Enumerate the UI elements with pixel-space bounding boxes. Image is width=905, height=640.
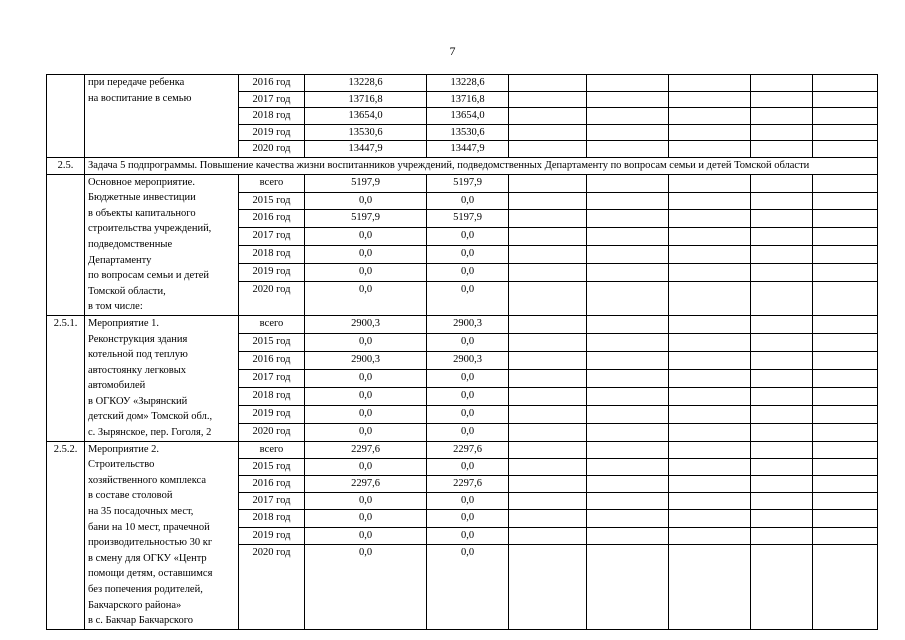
empty-cell <box>751 315 813 333</box>
total-amount-cell: 0,0 <box>305 527 427 544</box>
total-amount-cell: 13716,8 <box>305 91 427 108</box>
empty-cell <box>813 282 878 316</box>
total-amount-cell: 5197,9 <box>305 210 427 228</box>
row-code <box>47 174 85 315</box>
empty-cell <box>509 124 587 141</box>
budget-amount-cell: 0,0 <box>427 527 509 544</box>
period-cell: 2016 год <box>239 210 305 228</box>
empty-cell <box>751 282 813 316</box>
empty-cell <box>669 510 751 527</box>
empty-cell <box>587 174 669 192</box>
empty-cell <box>587 544 669 629</box>
period-cell: 2020 год <box>239 141 305 158</box>
table-body <box>47 75 878 630</box>
period-cell: 2017 год <box>239 493 305 510</box>
period-cell: 2020 год <box>239 423 305 441</box>
empty-cell <box>813 174 878 192</box>
budget-amount-cell: 0,0 <box>427 264 509 282</box>
empty-cell <box>751 476 813 493</box>
total-amount-cell: 0,0 <box>305 493 427 510</box>
empty-cell <box>751 192 813 210</box>
empty-cell <box>813 228 878 246</box>
row-code: 2.5.2. <box>47 441 85 629</box>
measure-name: при передаче ребенка на воспитание в семью <box>85 75 239 158</box>
budget-amount-cell: 2900,3 <box>427 315 509 333</box>
measure-name: Основное мероприятие. Бюджетные инвестиции в объекты капитального строительства учреждений, подведомственные Департаменту по вопросам семьи и детей Томской области, в том числе: <box>85 174 239 315</box>
budget-amount-cell: 0,0 <box>427 369 509 387</box>
empty-cell <box>751 333 813 351</box>
empty-cell <box>509 75 587 92</box>
empty-cell <box>813 387 878 405</box>
row-code <box>47 75 85 158</box>
empty-cell <box>509 108 587 125</box>
empty-cell <box>751 351 813 369</box>
total-amount-cell: 13530,6 <box>305 124 427 141</box>
empty-cell <box>813 141 878 158</box>
period-cell: всего <box>239 315 305 333</box>
period-cell: 2020 год <box>239 282 305 316</box>
empty-cell <box>509 387 587 405</box>
total-amount-cell: 0,0 <box>305 264 427 282</box>
budget-amount-cell: 2900,3 <box>427 351 509 369</box>
empty-cell <box>587 264 669 282</box>
empty-cell <box>509 544 587 629</box>
empty-cell <box>587 108 669 125</box>
empty-cell <box>813 351 878 369</box>
empty-cell <box>813 476 878 493</box>
empty-cell <box>813 458 878 475</box>
empty-cell <box>669 405 751 423</box>
empty-cell <box>587 192 669 210</box>
empty-cell <box>669 192 751 210</box>
empty-cell <box>751 493 813 510</box>
empty-cell <box>751 210 813 228</box>
total-amount-cell: 0,0 <box>305 405 427 423</box>
empty-cell <box>669 91 751 108</box>
empty-cell <box>813 246 878 264</box>
period-cell: 2018 год <box>239 246 305 264</box>
task-title: Задача 5 подпрограммы. Повышение качества жизни воспитанников учреждений, подведомственных Департаменту по вопросам семьи и детей Томской области <box>85 157 878 174</box>
empty-cell <box>751 91 813 108</box>
empty-cell <box>509 315 587 333</box>
empty-cell <box>669 333 751 351</box>
empty-cell <box>751 174 813 192</box>
period-cell: 2020 год <box>239 544 305 629</box>
empty-cell <box>587 315 669 333</box>
empty-cell <box>587 75 669 92</box>
period-cell: 2016 год <box>239 75 305 92</box>
empty-cell <box>509 228 587 246</box>
empty-cell <box>669 108 751 125</box>
empty-cell <box>509 141 587 158</box>
period-cell: 2016 год <box>239 351 305 369</box>
empty-cell <box>509 441 587 458</box>
total-amount-cell: 2900,3 <box>305 351 427 369</box>
total-amount-cell: 0,0 <box>305 369 427 387</box>
empty-cell <box>813 510 878 527</box>
empty-cell <box>509 405 587 423</box>
empty-cell <box>669 493 751 510</box>
empty-cell <box>669 315 751 333</box>
total-amount-cell: 0,0 <box>305 246 427 264</box>
empty-cell <box>509 423 587 441</box>
period-cell: 2019 год <box>239 124 305 141</box>
page-number: 7 <box>449 44 456 58</box>
empty-cell <box>751 441 813 458</box>
table-row <box>47 315 878 333</box>
period-cell: 2015 год <box>239 192 305 210</box>
total-amount-cell: 0,0 <box>305 544 427 629</box>
budget-amount-cell: 0,0 <box>427 282 509 316</box>
budget-table <box>46 74 878 630</box>
empty-cell <box>587 282 669 316</box>
empty-cell <box>813 124 878 141</box>
budget-amount-cell: 5197,9 <box>427 174 509 192</box>
total-amount-cell: 0,0 <box>305 192 427 210</box>
empty-cell <box>509 91 587 108</box>
empty-cell <box>751 108 813 125</box>
empty-cell <box>587 228 669 246</box>
total-amount-cell: 0,0 <box>305 333 427 351</box>
period-cell: 2019 год <box>239 527 305 544</box>
total-amount-cell: 5197,9 <box>305 174 427 192</box>
empty-cell <box>813 108 878 125</box>
empty-cell <box>669 369 751 387</box>
empty-cell <box>669 387 751 405</box>
budget-amount-cell: 13530,6 <box>427 124 509 141</box>
total-amount-cell: 13447,9 <box>305 141 427 158</box>
table-row <box>47 441 878 458</box>
empty-cell <box>509 282 587 316</box>
empty-cell <box>509 527 587 544</box>
budget-amount-cell: 2297,6 <box>427 441 509 458</box>
total-amount-cell: 0,0 <box>305 387 427 405</box>
budget-amount-cell: 0,0 <box>427 458 509 475</box>
empty-cell <box>813 544 878 629</box>
empty-cell <box>669 210 751 228</box>
empty-cell <box>587 210 669 228</box>
measure-name: Мероприятие 1. Реконструкция здания котельной под теплую автостоянку легковых автомобилей в ОГКОУ «Зырянский детский дом» Томской обл., с. Зырянское, пер. Гоголя, 2 <box>85 315 239 441</box>
empty-cell <box>669 246 751 264</box>
empty-cell <box>587 527 669 544</box>
empty-cell <box>813 91 878 108</box>
measure-name: Мероприятие 2. Строительство хозяйственного комплекса в составе столовой на 35 посадочных мест, бани на 10 мест, прачечной производительностью 30 кг в смену для ОГКУ «Центр помощи детям, оставшимся без попечения родителей, Бакчарского района» в с. Бакчар Бакчарского <box>85 441 239 629</box>
empty-cell <box>587 141 669 158</box>
empty-cell <box>669 264 751 282</box>
budget-amount-cell: 0,0 <box>427 405 509 423</box>
period-cell: 2019 год <box>239 264 305 282</box>
empty-cell <box>669 458 751 475</box>
empty-cell <box>587 493 669 510</box>
budget-amount-cell: 0,0 <box>427 333 509 351</box>
empty-cell <box>587 91 669 108</box>
empty-cell <box>509 192 587 210</box>
empty-cell <box>669 75 751 92</box>
empty-cell <box>587 333 669 351</box>
empty-cell <box>587 369 669 387</box>
empty-cell <box>751 246 813 264</box>
empty-cell <box>751 458 813 475</box>
empty-cell <box>509 264 587 282</box>
period-cell: 2015 год <box>239 333 305 351</box>
budget-amount-cell: 0,0 <box>427 192 509 210</box>
budget-amount-cell: 0,0 <box>427 387 509 405</box>
empty-cell <box>751 510 813 527</box>
period-cell: всего <box>239 174 305 192</box>
period-cell: 2015 год <box>239 458 305 475</box>
empty-cell <box>509 246 587 264</box>
empty-cell <box>669 441 751 458</box>
empty-cell <box>669 476 751 493</box>
empty-cell <box>669 141 751 158</box>
empty-cell <box>587 246 669 264</box>
empty-cell <box>813 333 878 351</box>
empty-cell <box>751 544 813 629</box>
empty-cell <box>751 124 813 141</box>
total-amount-cell: 2900,3 <box>305 315 427 333</box>
empty-cell <box>509 369 587 387</box>
empty-cell <box>813 405 878 423</box>
empty-cell <box>509 333 587 351</box>
empty-cell <box>509 476 587 493</box>
empty-cell <box>751 423 813 441</box>
empty-cell <box>587 510 669 527</box>
empty-cell <box>751 405 813 423</box>
total-amount-cell: 0,0 <box>305 510 427 527</box>
total-amount-cell: 0,0 <box>305 282 427 316</box>
table-row <box>47 174 878 192</box>
empty-cell <box>587 351 669 369</box>
total-amount-cell: 13654,0 <box>305 108 427 125</box>
empty-cell <box>813 264 878 282</box>
budget-amount-cell: 0,0 <box>427 246 509 264</box>
budget-amount-cell: 0,0 <box>427 423 509 441</box>
period-cell: 2018 год <box>239 387 305 405</box>
period-cell: 2017 год <box>239 369 305 387</box>
empty-cell <box>669 527 751 544</box>
empty-cell <box>813 493 878 510</box>
total-amount-cell: 13228,6 <box>305 75 427 92</box>
empty-cell <box>669 544 751 629</box>
empty-cell <box>751 387 813 405</box>
empty-cell <box>751 264 813 282</box>
empty-cell <box>587 441 669 458</box>
period-cell: 2016 год <box>239 476 305 493</box>
budget-amount-cell: 13654,0 <box>427 108 509 125</box>
budget-amount-cell: 13228,6 <box>427 75 509 92</box>
empty-cell <box>587 476 669 493</box>
budget-amount-cell: 0,0 <box>427 493 509 510</box>
total-amount-cell: 0,0 <box>305 458 427 475</box>
empty-cell <box>813 423 878 441</box>
empty-cell <box>813 75 878 92</box>
budget-amount-cell: 0,0 <box>427 510 509 527</box>
period-cell: всего <box>239 441 305 458</box>
empty-cell <box>509 458 587 475</box>
empty-cell <box>509 210 587 228</box>
empty-cell <box>669 124 751 141</box>
empty-cell <box>813 527 878 544</box>
period-cell: 2017 год <box>239 228 305 246</box>
task-code: 2.5. <box>47 157 85 174</box>
empty-cell <box>669 228 751 246</box>
empty-cell <box>813 315 878 333</box>
empty-cell <box>813 192 878 210</box>
period-cell: 2017 год <box>239 91 305 108</box>
period-cell: 2018 год <box>239 510 305 527</box>
empty-cell <box>751 527 813 544</box>
empty-cell <box>587 405 669 423</box>
empty-cell <box>813 369 878 387</box>
total-amount-cell: 2297,6 <box>305 476 427 493</box>
table-row <box>47 75 878 92</box>
empty-cell <box>669 174 751 192</box>
empty-cell <box>813 441 878 458</box>
empty-cell <box>509 174 587 192</box>
budget-amount-cell: 13716,8 <box>427 91 509 108</box>
empty-cell <box>669 282 751 316</box>
total-amount-cell: 2297,6 <box>305 441 427 458</box>
period-cell: 2019 год <box>239 405 305 423</box>
empty-cell <box>751 369 813 387</box>
empty-cell <box>587 423 669 441</box>
empty-cell <box>813 210 878 228</box>
empty-cell <box>751 228 813 246</box>
empty-cell <box>509 510 587 527</box>
task-row <box>47 157 878 174</box>
empty-cell <box>669 351 751 369</box>
empty-cell <box>751 75 813 92</box>
budget-amount-cell: 0,0 <box>427 228 509 246</box>
empty-cell <box>509 351 587 369</box>
period-cell: 2018 год <box>239 108 305 125</box>
empty-cell <box>587 387 669 405</box>
total-amount-cell: 0,0 <box>305 423 427 441</box>
total-amount-cell: 0,0 <box>305 228 427 246</box>
empty-cell <box>751 141 813 158</box>
budget-amount-cell: 2297,6 <box>427 476 509 493</box>
budget-amount-cell: 13447,9 <box>427 141 509 158</box>
empty-cell <box>509 493 587 510</box>
empty-cell <box>669 423 751 441</box>
budget-amount-cell: 5197,9 <box>427 210 509 228</box>
empty-cell <box>587 124 669 141</box>
empty-cell <box>587 458 669 475</box>
row-code: 2.5.1. <box>47 315 85 441</box>
budget-amount-cell: 0,0 <box>427 544 509 629</box>
